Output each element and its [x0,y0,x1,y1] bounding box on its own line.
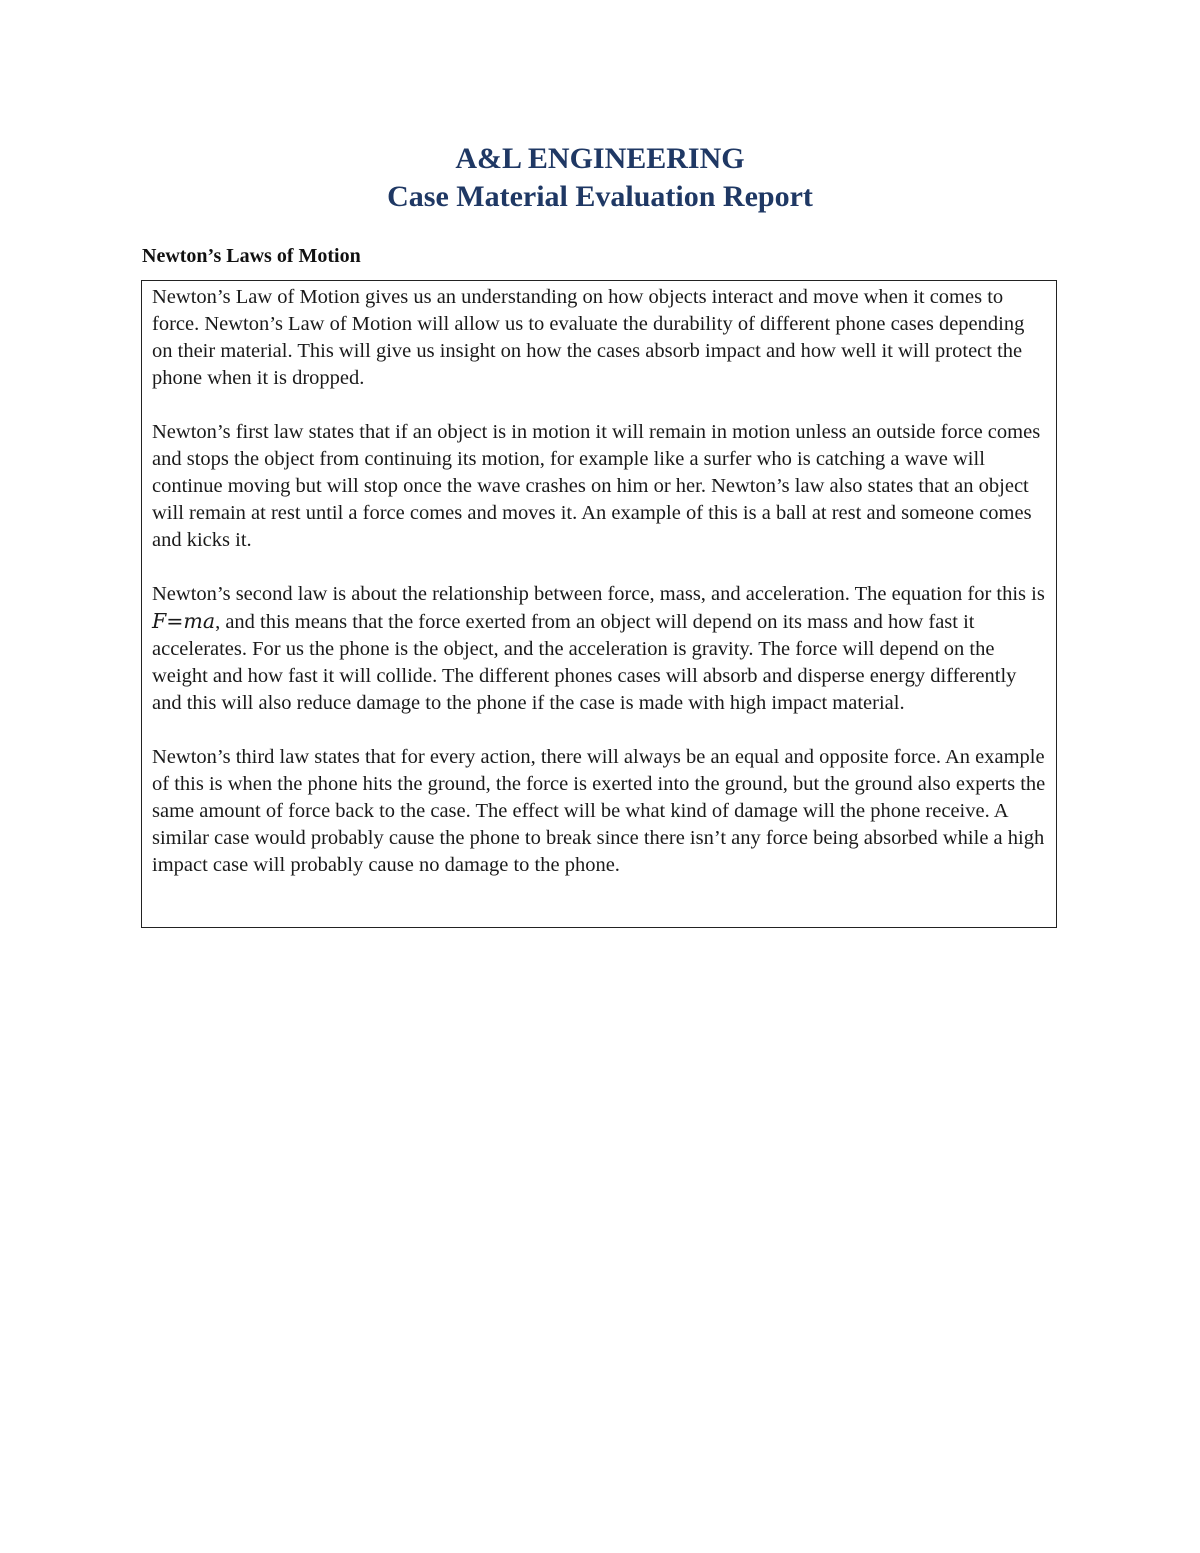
second-law-text-after: , and this means that the force exerted from an object will depend on its mass and how fast it accelerates. For us the phone is the object, and the acceleration is gravity. The force will depend on the weight and how fast it will collide. The different phones cases will absorb and disperse energy differently and this will also reduce damage to the phone if the case is made with high impact material. [152,611,1017,714]
report-title: Case Material Evaluation Report [387,180,813,213]
document-header [0,140,1200,216]
intro-paragraph: Newton’s Law of Motion gives us an understanding on how objects interact and move when it comes to force. Newton’s Law of Motion will allow us to evaluate the durability of different phone cases depending on their material. This will give us insight on how the cases absorb impact and how well it will protect the phone when it is dropped. [152,286,1025,389]
company-name: A&L ENGINEERING [455,142,745,175]
first-law-paragraph: Newton’s first law states that if an object is in motion it will remain in motion unless an outside force comes and stops the object from continuing its motion, for example like a surfer who is catching a wave will continue moving but will stop once the wave crashes on him or her. Newton’s law also states that an object will remain at rest until a force comes and moves it. An example of this is a ball at rest and someone comes and kicks it. [152,421,1041,551]
section-heading: Newton’s Laws of Motion [142,245,361,267]
content-box [141,280,1057,928]
second-law-text-before: Newton’s second law is about the relationship between force, mass, and acceleration. The equation for this is [152,583,1045,605]
force-equation: F=ma [152,609,216,633]
second-law-paragraph [152,581,1048,717]
third-law-paragraph: Newton’s third law states that for every action, there will always be an equal and opposite force. An example of this is when the phone hits the ground, the force is exerted into the ground, but the ground also experts the same amount of force back to the case. The effect will be what kind of damage will the phone receive. A similar case would probably cause the phone to break since there isn’t any force being absorbed while a high impact case will probably cause no damage to the phone. [152,746,1046,876]
